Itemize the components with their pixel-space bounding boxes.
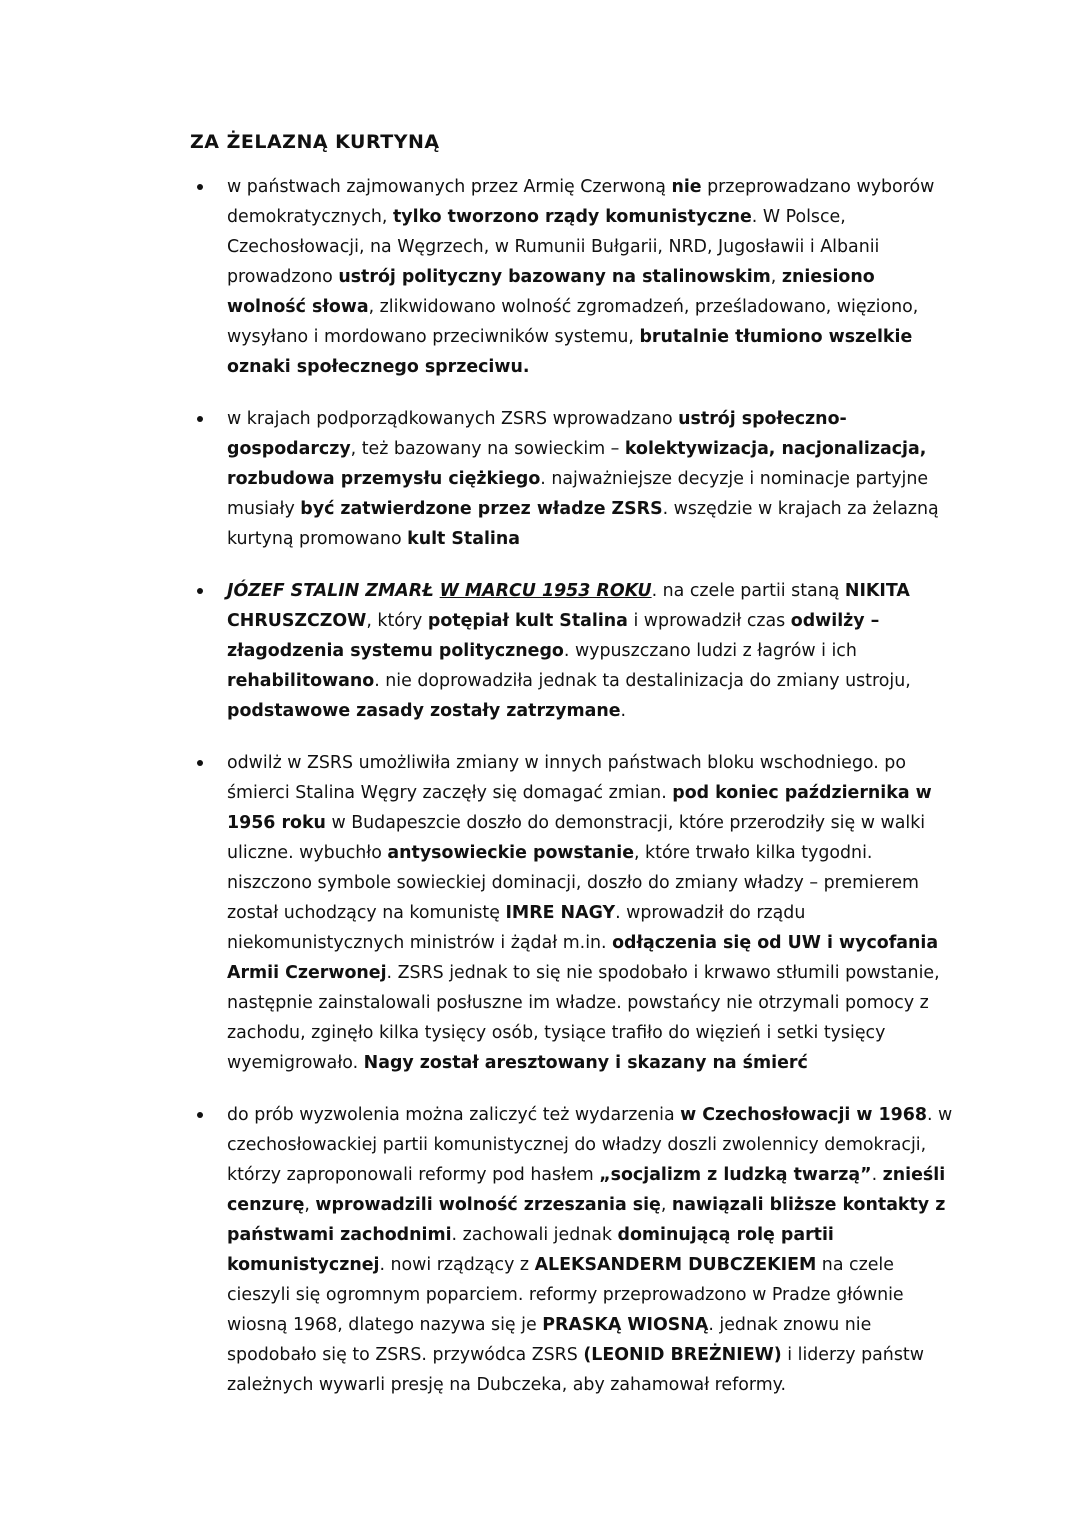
text-run: , które trwało kilka tygodni. niszczono symbole sowieckiej dominacji, doszło do zmiany władzy – premierem został uchodzący na komunistę: [227, 843, 919, 923]
bullet-icon: [197, 1112, 203, 1118]
text-run: ALEKSANDERM DUBCZEKIEM: [534, 1255, 817, 1275]
text-run: zniesiono wolność słowa: [227, 267, 875, 317]
text-run: . nowi rządzący z: [379, 1255, 535, 1275]
list-item: [0, 172, 957, 382]
text-run: .: [871, 1165, 883, 1185]
text-run: . w czechosłowackiej partii komunistycznej do władzy doszli zwolennicy demokracji, którzy zaproponowali reformy pod hasłem: [227, 1105, 953, 1185]
paragraph-text: [227, 172, 957, 382]
text-run: kult Stalina: [407, 529, 521, 549]
text-run: w krajach podporządkowanych ZSRS wprowadzano: [227, 409, 679, 429]
text-run: nawiązali bliższe kontakty z państwami zachodnimi: [227, 1195, 946, 1245]
text-run: podstawowe zasady zostały zatrzymane: [227, 701, 621, 721]
text-run: tylko tworzono rządy komunistyczne: [392, 207, 752, 227]
text-run: (LEONID BREŻNIEW): [583, 1345, 782, 1365]
text-run: PRASKĄ WIOSNĄ: [542, 1315, 709, 1335]
text-run: . najważniejsze decyzje i nominacje partyjne musiały: [227, 469, 929, 519]
text-run: . zachowali jednak: [451, 1225, 618, 1245]
paragraph-text: [227, 748, 957, 1078]
text-run: Nagy został aresztowany i skazany na śmierć: [363, 1053, 808, 1073]
text-run: brutalnie tłumiono wszelkie oznaki społecznego sprzeciwu.: [227, 327, 913, 377]
paragraph-text: [227, 404, 957, 554]
text-run: . na czele partii staną: [651, 581, 845, 601]
text-run: przeprowadzano wyborów demokratycznych,: [227, 177, 935, 227]
list-item: [0, 404, 957, 554]
text-run: ,: [660, 1195, 672, 1215]
text-run: . wprowadził do rządu niekomunistycznych ministrów i żądał m.in.: [227, 903, 806, 953]
text-run: do prób wyzwolenia można zaliczyć też wydarzenia: [227, 1105, 681, 1125]
list-item: [0, 748, 957, 1078]
bullet-icon: [197, 760, 203, 766]
text-run: wprowadzili wolność zrzeszania się: [315, 1195, 661, 1215]
text-run: IMRE NAGY: [505, 903, 616, 923]
list-item: [0, 1100, 957, 1400]
text-run: W MARCU 1953 ROKU: [439, 581, 652, 601]
bullet-icon: [197, 416, 203, 422]
text-run: , też bazowany na sowieckim –: [350, 439, 625, 459]
paragraph-text: [227, 576, 957, 726]
text-run: . wypuszczano ludzi z łagrów i ich: [563, 641, 857, 661]
text-run: ustrój społeczno-gospodarczy: [227, 409, 847, 459]
text-run: . nie doprowadziła jednak ta destalinizacja do zmiany ustroju,: [374, 671, 911, 691]
text-run: odwilży – złagodzenia systemu politycznego: [227, 611, 880, 661]
text-run: potępiał kult Stalina: [427, 611, 628, 631]
text-run: rehabilitowano: [227, 671, 375, 691]
text-run: „socjalizm z ludzką twarzą”: [599, 1165, 872, 1185]
text-run: w Czechosłowacji w 1968: [680, 1105, 927, 1125]
text-run: , który: [366, 611, 428, 631]
text-run: dominującą rolę partii komunistycznej: [227, 1225, 834, 1275]
text-run: być zatwierdzone przez władze ZSRS: [300, 499, 663, 519]
text-run: pod koniec października w 1956 roku: [227, 783, 932, 833]
text-run: . jednak znowu nie spodobało się to ZSRS. przywódca ZSRS: [227, 1315, 872, 1365]
text-run: i liderzy państw zależnych wywarli presję na Dubczeka, aby zahamował reformy.: [227, 1345, 924, 1395]
text-run: JÓZEF STALIN ZMARŁ: [227, 581, 440, 601]
text-run: NIKITA CHRUSZCZOW: [227, 581, 910, 631]
bullet-list: [0, 172, 1080, 1422]
text-run: odwilż w ZSRS umożliwiła zmiany w innych państwach bloku wschodniego. po śmierci Stalina Węgry zaczęły się domagać zmian.: [227, 753, 906, 803]
text-run: , zlikwidowano wolność zgromadzeń, prześladowano, więziono, wysyłano i mordowano przeciwników systemu,: [227, 297, 919, 347]
bullet-icon: [197, 184, 203, 190]
document-title: ZA ŻELAZNĄ KURTYNĄ: [190, 131, 440, 153]
text-run: kolektywizacja, nacjonalizacja, rozbudowa przemysłu ciężkiego: [227, 439, 927, 489]
text-run: . ZSRS jednak to się nie spodobało i krwawo stłumili powstanie, następnie zainstalowali posłuszne im władze. powstańcy nie otrzymali pomocy z zachodu, zginęło kilka tysięcy osób, tysiące trafiło do więzień i setki tysięcy wyemigrowało.: [227, 963, 940, 1073]
text-run: odłączenia się od UW i wycofania Armii Czerwonej: [227, 933, 939, 983]
text-run: i wprowadził czas: [627, 611, 791, 631]
text-run: . wszędzie w krajach za żelazną kurtyną promowano: [227, 499, 939, 549]
list-item: [0, 576, 957, 726]
text-run: znieśli cenzurę: [227, 1165, 946, 1215]
text-run: ,: [770, 267, 782, 287]
text-run: .: [620, 701, 627, 721]
text-run: antysowieckie powstanie: [387, 843, 634, 863]
bullet-icon: [197, 588, 203, 594]
text-run: . W Polsce, Czechosłowacji, na Węgrzech, w Rumunii Bułgarii, NRD, Jugosławii i Albanii prowadzono: [227, 207, 880, 287]
text-run: nie: [671, 177, 702, 197]
paragraph-text: [227, 1100, 957, 1400]
text-run: w państwach zajmowanych przez Armię Czerwoną: [227, 177, 672, 197]
text-run: na czele cieszyli się ogromnym poparciem. reformy przeprowadzono w Pradze głównie wiosną 1968, dlatego nazywa się je: [227, 1255, 904, 1335]
text-run: ,: [304, 1195, 316, 1215]
text-run: w Budapeszcie doszło do demonstracji, które przerodziły się w walki uliczne. wybuchło: [227, 813, 926, 863]
text-run: ustrój polityczny bazowany na stalinowskim: [338, 267, 771, 287]
